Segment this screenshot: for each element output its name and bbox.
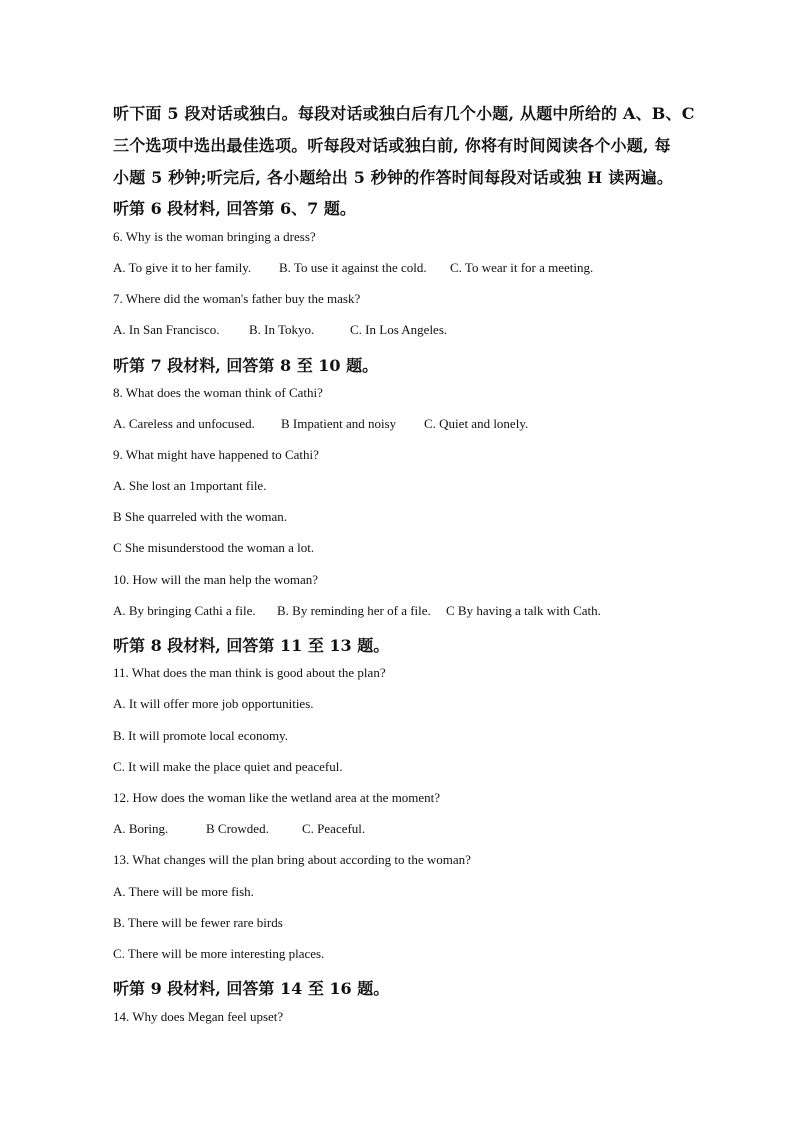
option-c: C By having a talk with Cath. bbox=[446, 603, 601, 618]
instructions-line-2: 三个选项中选出最佳选项。听每段对话或独白前, 你将有时间阅读各个小题, 每 bbox=[113, 136, 671, 155]
section-header: 听第 9 段材料, 回答第 14 至 16 题。 bbox=[113, 979, 390, 998]
option-a: A. Boring. bbox=[113, 821, 169, 836]
question-13: 13. What changes will the plan bring about according to the woman? bbox=[113, 852, 471, 867]
question-10: 10. How will the man help the woman? bbox=[113, 572, 319, 587]
option-b: B. To use it against the cold. bbox=[279, 260, 427, 275]
section-header: 听第 7 段材料, 回答第 8 至 10 题。 bbox=[113, 356, 379, 375]
question-14: 14. Why does Megan feel upset? bbox=[113, 1009, 284, 1024]
option-c: C. Quiet and lonely. bbox=[424, 416, 529, 431]
options-row bbox=[113, 260, 593, 276]
option-c: C. There will be more interesting places. bbox=[113, 946, 325, 961]
instructions-line-3: 小题 5 秒钟;听完后, 各小题给出 5 秒钟的作答时间每段对话或独 H 读两遍。 bbox=[113, 168, 674, 187]
question-11: 11. What does the man think is good about the plan? bbox=[113, 665, 386, 680]
option-a: A. By bringing Cathi a file. bbox=[113, 603, 256, 618]
option-a: A. There will be more fish. bbox=[113, 884, 254, 899]
option-a: A. She lost an 1mportant file. bbox=[113, 478, 267, 493]
question-7: 7. Where did the woman's father buy the mask? bbox=[113, 291, 361, 306]
options-row bbox=[113, 322, 447, 338]
option-c: C. To wear it for a meeting. bbox=[450, 260, 594, 275]
option-c: C. It will make the place quiet and peaceful. bbox=[113, 759, 343, 774]
option-c: C She misunderstood the woman a lot. bbox=[113, 540, 315, 555]
option-a: A. In San Francisco. bbox=[113, 322, 220, 337]
question-8: 8. What does the woman think of Cathi? bbox=[113, 385, 323, 400]
option-a: A. Careless and unfocused. bbox=[113, 416, 255, 431]
option-b: B. It will promote local economy. bbox=[113, 728, 288, 743]
option-b: B Impatient and noisy bbox=[281, 416, 397, 431]
option-b: B. There will be fewer rare birds bbox=[113, 915, 283, 930]
option-b: B. By reminding her of a file. bbox=[277, 603, 431, 618]
section-header: 听第 8 段材料, 回答第 11 至 13 题。 bbox=[113, 636, 390, 655]
option-c: C. Peaceful. bbox=[302, 821, 366, 836]
section-header: 听第 6 段材料, 回答第 6、7 题。 bbox=[113, 199, 356, 218]
option-b: B Crowded. bbox=[206, 821, 269, 836]
option-a: A. To give it to her family. bbox=[113, 260, 252, 275]
options-row bbox=[113, 821, 365, 837]
option-a: A. It will offer more job opportunities. bbox=[113, 696, 314, 711]
question-9: 9. What might have happened to Cathi? bbox=[113, 447, 319, 462]
option-c: C. In Los Angeles. bbox=[350, 322, 448, 337]
instructions-line-1: 听下面 5 段对话或独白。每段对话或独白后有几个小题, 从题中所给的 A、B、C bbox=[113, 104, 695, 123]
option-b: B She quarreled with the woman. bbox=[113, 509, 288, 524]
question-6: 6. Why is the woman bringing a dress? bbox=[113, 229, 316, 244]
options-row bbox=[113, 603, 601, 619]
options-row bbox=[113, 416, 528, 432]
question-12: 12. How does the woman like the wetland area at the moment? bbox=[113, 790, 441, 805]
option-b: B. In Tokyo. bbox=[249, 322, 315, 337]
